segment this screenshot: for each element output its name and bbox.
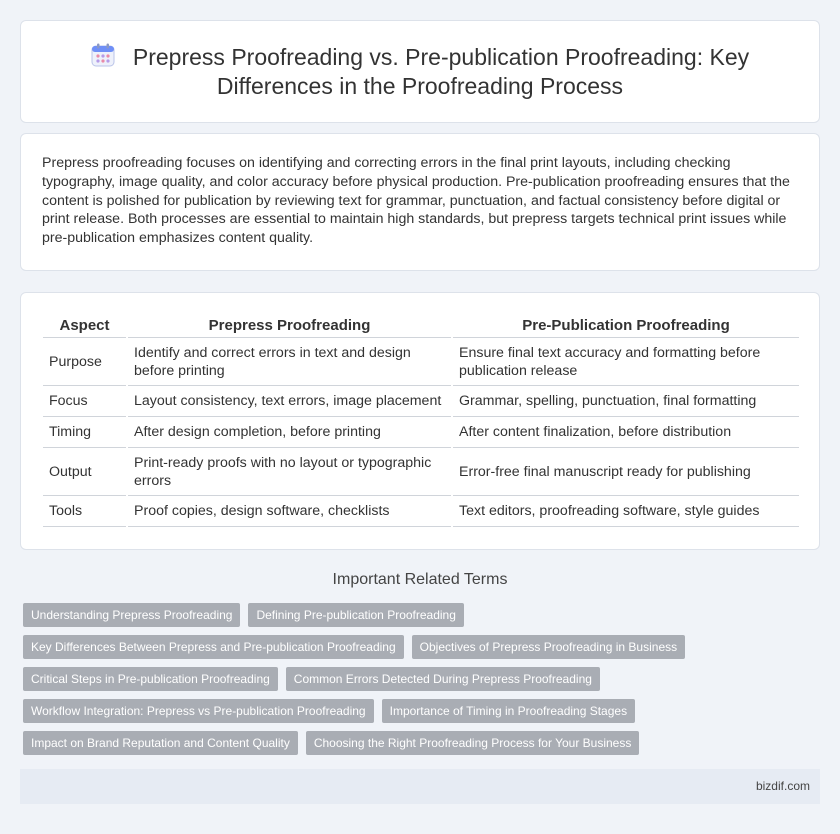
footer [20,769,820,804]
related-term-tag[interactable]: Critical Steps in Pre-publication Proofreading [23,667,278,691]
row-aspect: Output [43,448,127,496]
tag-row [23,731,823,755]
row-prepress: After design completion, before printing [127,417,452,448]
related-terms-heading: Important Related Terms [332,571,508,588]
footer-site-link[interactable]: bizdif.com [755,779,810,793]
row-prepublication: Error-free final manuscript ready for publishing [452,448,799,496]
row-prepublication: Text editors, proofreading software, style guides [452,496,799,527]
table-header-row [43,313,799,338]
related-terms-list [23,603,823,763]
row-aspect: Timing [43,417,127,448]
comparison-card [20,292,820,550]
title-card [20,20,820,123]
table-row [43,496,799,527]
table-row [43,338,799,386]
calendar-icon [91,43,115,67]
tag-row [23,699,823,723]
tag-row [23,667,823,691]
related-term-tag[interactable]: Defining Pre-publication Proofreading [248,603,463,627]
related-term-tag[interactable]: Importance of Timing in Proofreading Stages [382,699,635,723]
table-row [43,448,799,496]
table-row [43,386,799,417]
comparison-table [43,313,799,527]
row-prepress: Proof copies, design software, checklists [127,496,452,527]
row-prepress: Identify and correct errors in text and design before printing [127,338,452,386]
related-term-tag[interactable]: Understanding Prepress Proofreading [23,603,240,627]
related-term-tag[interactable]: Key Differences Between Prepress and Pre-publication Proofreading [23,635,404,659]
page-title: Prepress Proofreading vs. Pre-publication Proofreading: Key Differences in the Proofreading Process [132,44,750,99]
row-prepublication: Grammar, spelling, punctuation, final formatting [452,386,799,417]
intro-paragraph: Prepress proofreading focuses on identifying and correcting errors in the final print layouts, including checking typography, image quality, and color accuracy before physical production. Pre-publication proofreading ensures that the content is polished for publication by reviewing text for grammar, punctuation, and factual consistency before digital or print release. Both processes are essential to maintain high standards, but prepress targets technical print issues while pre-publication emphasizes content quality. [42,155,790,247]
header-prepublication: Pre-Publication Proofreading [452,313,799,338]
page-title-wrap [21,43,819,101]
header-aspect: Aspect [43,313,127,338]
row-prepress: Layout consistency, text errors, image placement [127,386,452,417]
row-aspect: Focus [43,386,127,417]
header-prepress: Prepress Proofreading [127,313,452,338]
row-aspect: Purpose [43,338,127,386]
related-term-tag[interactable]: Objectives of Prepress Proofreading in Business [412,635,685,659]
row-prepublication: Ensure final text accuracy and formatting before publication release [452,338,799,386]
tag-row [23,635,823,659]
row-prepublication: After content finalization, before distribution [452,417,799,448]
related-term-tag[interactable]: Common Errors Detected During Prepress Proofreading [286,667,600,691]
related-term-tag[interactable]: Choosing the Right Proofreading Process for Your Business [306,731,640,755]
row-prepress: Print-ready proofs with no layout or typographic errors [127,448,452,496]
intro-card [20,133,820,271]
row-aspect: Tools [43,496,127,527]
related-term-tag[interactable]: Impact on Brand Reputation and Content Quality [23,731,298,755]
tag-row [23,603,823,627]
related-term-tag[interactable]: Workflow Integration: Prepress vs Pre-publication Proofreading [23,699,374,723]
table-row [43,417,799,448]
